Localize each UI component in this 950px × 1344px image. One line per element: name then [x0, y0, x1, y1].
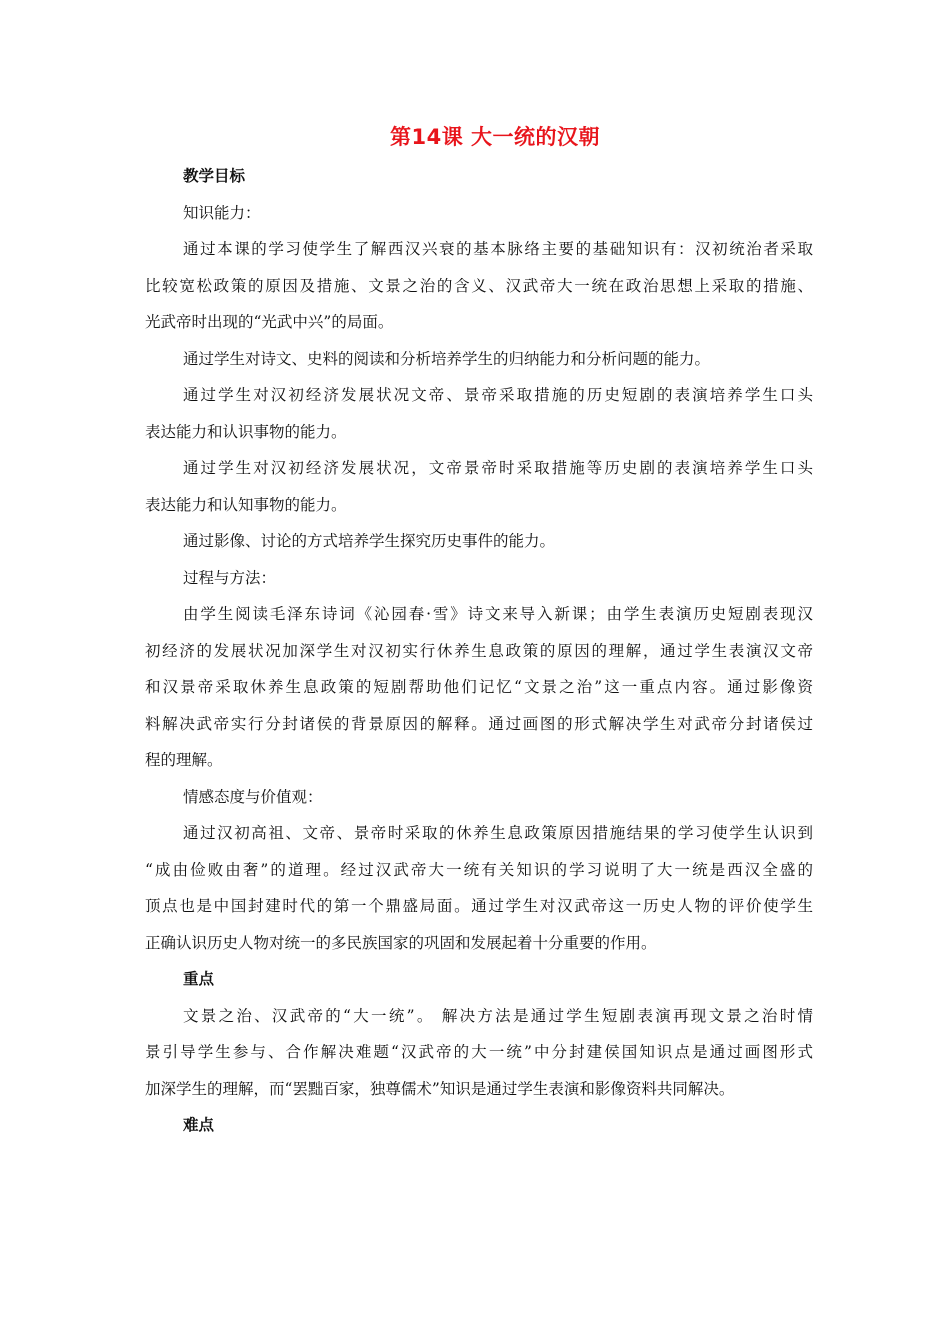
subsection-label: 过程与方法： [183, 568, 277, 587]
subsection-label: 知识能力： [183, 203, 261, 222]
paragraph-line: 通过学生对汉初经济发展状况，文帝景帝时采取措施等历史剧的表演培养学生口头 [183, 459, 813, 477]
paragraph-line: 加深学生的理解，而“罢黜百家，独尊儒术”知识是通过学生表演和影像资料共同解决。 [145, 1079, 735, 1098]
paragraph-line: 光武帝时出现的“光武中兴”的局面。 [145, 313, 394, 331]
paragraph-line: 料解决武帝实行分封诸侯的背景原因的解释。通过画图的形式解决学生对武帝分封诸侯过 [145, 714, 813, 733]
paragraph-line: 程的理解。 [145, 751, 223, 769]
paragraph-line: 通过学生对汉初经济发展状况文帝、景帝采取措施的历史短剧的表演培养学生口头 [183, 386, 813, 404]
paragraph-line: 景引导学生参与、合作解决难题“汉武帝的大一统”中分封建侯国知识点是通过画图形式 [145, 1043, 813, 1061]
paragraph-line: 通过本课的学习使学生了解西汉兴衰的基本脉络主要的基础知识有：汉初统治者采取 [183, 240, 813, 258]
paragraph-line: 通过学生对诗文、史料的阅读和分析培养学生的归纳能力和分析问题的能力。 [183, 349, 711, 368]
section-heading: 教学目标 [183, 167, 246, 185]
paragraph-line: 通过汉初高祖、文帝、景帝时采取的休养生息政策原因措施结果的学习使学生认识到 [183, 824, 813, 842]
section-heading: 难点 [183, 1116, 215, 1134]
paragraph-line: 通过影像、讨论的方式培养学生探究历史事件的能力。 [183, 532, 556, 550]
paragraph-line: 表达能力和认知事物的能力。 [145, 495, 347, 514]
paragraph-line: 由学生阅读毛泽东诗词《沁园春·雪》诗文来导入新课；由学生表演历史短剧表现汉 [183, 605, 813, 623]
subsection-label: 情感态度与价值观： [183, 787, 323, 806]
section-heading: 重点 [183, 970, 215, 988]
paragraph-line: “成由俭败由奢”的道理。经过汉武帝大一统有关知识的学习说明了大一统是西汉全盛的 [145, 860, 813, 879]
paragraph-line: 文景之治、汉武帝的“大一统”。 解决方法是通过学生短剧表演再现文景之治时情 [183, 1006, 813, 1025]
paragraph-line: 比较宽松政策的原因及措施、文景之治的含义、汉武帝大一统在政治思想上采取的措施、 [145, 276, 813, 295]
paragraph-line: 初经济的发展状况加深学生对汉初实行休养生息政策的原因的理解，通过学生表演汉文帝 [145, 641, 813, 660]
paragraph-line: 表达能力和认识事物的能力。 [145, 422, 347, 441]
paragraph-line: 和汉景帝采取休养生息政策的短剧帮助他们记忆“文景之治”这一重点内容。通过影像资 [145, 678, 813, 696]
page-title: 第14课 大一统的汉朝 [389, 125, 601, 149]
paragraph-line: 正确认识历史人物对统一的多民族国家的巩固和发展起着十分重要的作用。 [145, 933, 657, 952]
paragraph-line: 顶点也是中国封建时代的第一个鼎盛局面。通过学生对汉武帝这一历史人物的评价使学生 [145, 897, 813, 915]
document-body [145, 158, 813, 1144]
